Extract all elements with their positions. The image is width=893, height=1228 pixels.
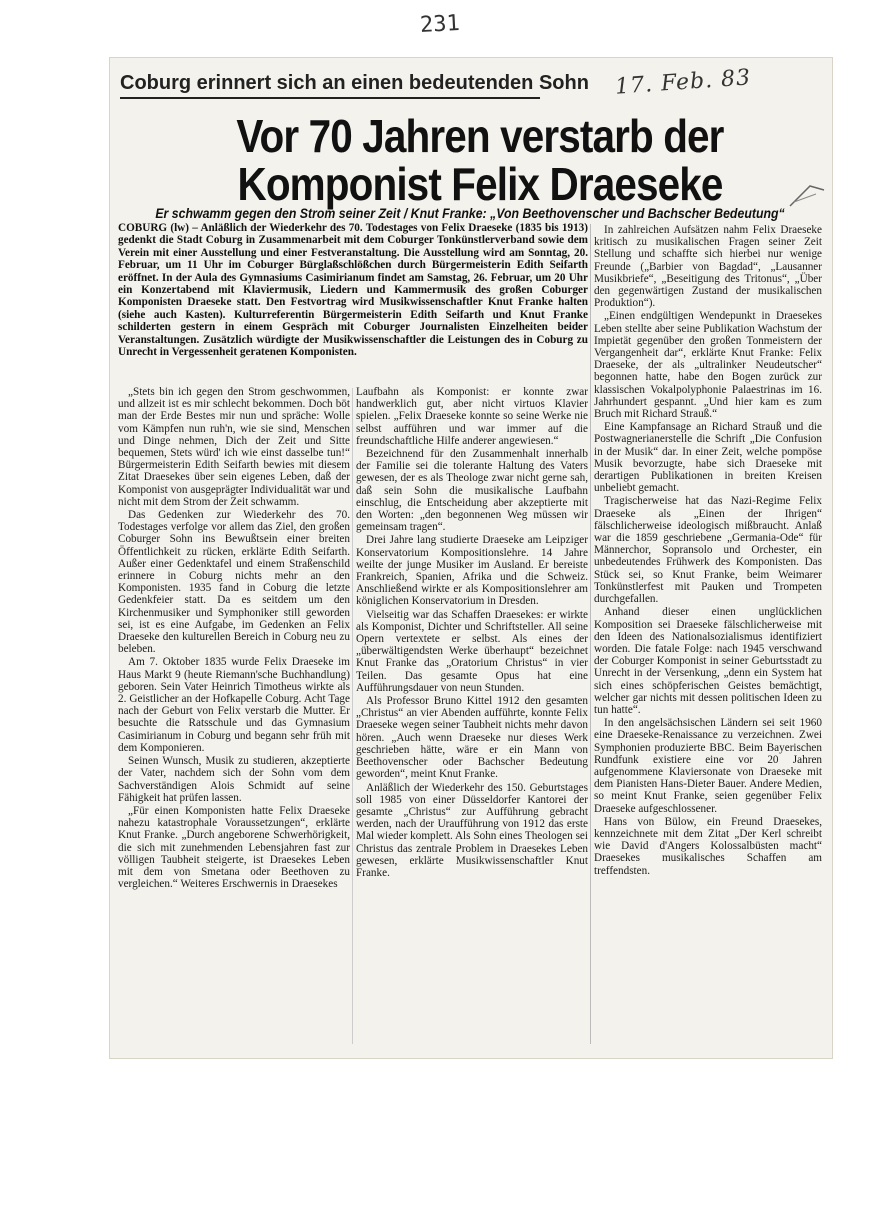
paragraph: Das Gedenken zur Wiederkehr des 70. Todestages verfolge vor allem das Ziel, den großen Coburger Sohn ins Bewußtsein einer breiten Öffentlichkeit zu rücken, erklärte Edith Seifarth. Außer einer Gedenktafel und einem Straßenschild erinnere in Coburg nichts mehr an den Komponisten. 1935 fand in Coburg die letzte Gedenkfeier statt. Da es seitdem um den Kirchenmusiker und Symphoniker still geworden sei, ist es eine Aufgabe, im Gedenken an Felix Draeseke den kulturellen Bereich in Coburg neu zu beleben. xyxy=(118,509,350,656)
paragraph: Anläßlich der Wiederkehr des 150. Geburtstages soll 1985 von einer Düsseldorfer Kantorei der gesamte „Christus“ zur Aufführung gebracht werden, nach der Uraufführung von 1912 das erste Mal wieder komplett. Als Sohn eines Theologen sei Christus das zentrale Problem in Draesekes Leben gewesen, erklärte Musikwissenschaftler Knut Franke. xyxy=(356,781,588,879)
paragraph: Bezeichnend für den Zusammenhalt innerhalb der Familie sei die tolerante Haltung des Vaters gewesen, der es als Theologe zwar nicht gerne sah, daß sein Sohn die musikalische Laufbahn einschlug, die Entscheidung aber akzeptierte mit den Worten: „den begonnenen Weg müssen wir gemeinsam tragen“. xyxy=(356,448,588,534)
page-number: 231 xyxy=(419,10,461,39)
paragraph: Eine Kampfansage an Richard Strauß und die Postwagnerianerstelle die Schrift „Die Confusion in der Musik“ dar. In einer Zeit, welche pompöse Musik bevorzugte, habe sich Draeseke mit derartigen Publikationen in breiten Kreisen unbeliebt gemacht. xyxy=(594,421,822,495)
paragraph: Anhand dieser einen unglücklichen Komposition sei Draeseke fälschlicherweise mit den Ideen des Nationalsozialismus identifiziert worden. Die fatale Folge: nach 1945 verschwand der Coburger Komponist in seiner Geburtsstadt zu Unrecht in der Versenkung, „denn ein System hat sich eines schöpferischen Geistes bemächtigt, welcher gar nichts mit dessen politischen Ideen zu tun hatte“. xyxy=(594,606,822,716)
column-rule xyxy=(590,224,591,1044)
paragraph: „Stets bin ich gegen den Strom geschwommen, und allzeit ist es mir schlecht bekommen. Doch böt man der Erde Bestes mir nun und spräche: Wolle vom Kämpfen nun ruh'n, wie sie sind, Menschen und Dinge nehmen, Dich der Zeit und Sitte bequemen, Stets würd' ich wie einst dasselbe tun!“ Bürgermeisterin Edith Seifarth bewies mit diesem Zitat Draesekes über sein eigenes Leben, daß der Komponist von ausgeprägter Individualität war und nicht mit dem Strom der Zeit schwamm. xyxy=(118,386,350,508)
paragraph: Drei Jahre lang studierte Draeseke am Leipziger Konservatorium Kompositionslehre. 14 Jahre weilte der junge Musiker im Ausland. Er bereiste Frankreich, Spanien, Afrika und die Schweiz. Anschließend wirkte er als Kompositionslehrer am königlichen Konservatorium in Dresden. xyxy=(356,534,588,608)
handwritten-date: 17. Feb. 83 xyxy=(614,65,752,100)
headline-line-1: Vor 70 Jahren verstarb der xyxy=(236,110,724,162)
paragraph: Als Professor Bruno Kittel 1912 den gesamten „Christus“ an vier Abenden aufführte, konnte Felix Draeseke wegen seiner Taubheit nichts mehr davon hören. „Auch wenn Draeseke nur dieses Werk geschrieben hätte, wäre er ein Mann von Beethovenscher oder Bachscher Bedeutung geworden“, meint Knut Franke. xyxy=(356,695,588,781)
article-column-2 xyxy=(356,386,588,880)
article-column-1 xyxy=(118,386,350,891)
column-rule xyxy=(352,388,353,1044)
headline xyxy=(163,112,797,208)
article-column-3 xyxy=(594,224,822,878)
subheadline: Er schwamm gegen den Strom seiner Zeit / Knut Franke: „Von Beethovenscher und Bachscher Bedeutung“ xyxy=(155,205,785,221)
paragraph: Laufbahn als Komponist: er konnte zwar handwerklich gut, aber nicht virtuos Klavier spielen. „Felix Draeseke konnte so seine Werke nie selbst aufführen und war immer auf die freundschaftliche Hilfe anderer angewiesen.“ xyxy=(356,386,588,447)
paragraph: Hans von Bülow, ein Freund Draesekes, kennzeichnete mit dem Zitat „Der Kerl schreibt wie David d'Angers Kolossalbüsten macht“ Draesekes musikalisches Schaffen am treffendsten. xyxy=(594,815,822,877)
headline-line-2: Komponist Felix Draeseke xyxy=(237,158,723,210)
paragraph: „Für einen Komponisten hatte Felix Draeseke nahezu katastrophale Voraussetzungen“, erklärte Knut Franke. „Durch angeborene Schwerhörigkeit, die sich mit zunehmenden Lebensjahren fast zur völligen Taubheit steigerte, ist Draesekes Leben mit dem von Smetana oder Beethoven zu vergleichen.“ Weiteres Erschwernis in Draesekes xyxy=(118,804,350,891)
paragraph: Seinen Wunsch, Musik zu studieren, akzeptierte der Vater, nachdem sich der Sohn vom dem Sachverständigen Alois Schmidt auf seine Fähigkeit hat prüfen lassen. xyxy=(118,755,350,804)
lead-paragraph: COBURG (lw) – Anläßlich der Wiederkehr des 70. Todestages von Felix Draeseke (1835 bis 1913) gedenkt die Stadt Coburg in Zusammenarbeit mit dem Coburger Tonkünstlerverband sowie dem Verein mit einer Ausstellung und einer Festveranstaltung. Die Ausstellung wird am Sonntag, 20. Februar, um 11 Uhr im Coburger Bürglaßschlößchen durch Bürgermeisterin Edith Seifarth eröffnet. In der Aula des Gymnasiums Casimirianum findet am Samstag, 26. Februar, um 20 Uhr ein Konzertabend mit Klaviermusik, Liedern und Kammermusik des großen Coburger Komponisten Draeseke statt. Den Festvortrag wird Musikwissenschaftler Knut Franke halten (siehe auch Kasten). Kulturreferentin Bürgermeisterin Edith Seifarth und Knut Franke schilderten gestern in einem Gespräch mit Coburger Journalisten Einzelheiten beider Veranstaltungen. Zusätzlich würdigte der Musikwissenschaftler die Leistungen des in Coburg zu Unrecht in Vergessenheit geratenen Komponisten. xyxy=(118,222,588,359)
paragraph: „Einen endgültigen Wendepunkt in Draesekes Leben stellte aber seine Publikation Wachstum der Impietät gegenüber den großen Tonmeistern der Vergangenheit dar“, erklärte Knut Franke: Felix Draeseke, der als „ultralinker Neudeutscher“ begonnen hatte, habe den Bogen zurück zur klassischen Vokalpolyphonie Palaestrinas im 16. Jahrhundert gespannt. „Und hier kam es zum Bruch mit Richard Strauß.“ xyxy=(594,310,822,421)
paragraph: Am 7. Oktober 1835 wurde Felix Draeseke im Haus Markt 9 (heute Riemann'sche Buchhandlung) geboren. Sein Vater Heinrich Timotheus wirkte als 2. Geistlicher an der Hofkapelle Coburg. Acht Tage nach der Geburt von Felix verstarb die Mutter. Er besuchte die Ratsschule und das Gymnasium Casimirianum in Coburg und begann sehr früh mit dem Komponieren. xyxy=(118,656,350,754)
paragraph: In zahlreichen Aufsätzen nahm Felix Draeseke kritisch zu musikalischen Fragen seiner Zeit Stellung und schaffte sich hierbei nur wenige Freunde („Barbier von Bagdad“, „Lausanner Musikbriefe“, „Beseitigung des Tritonus“, „Über den gegenwärtigen Zustand der musikalischen Produktion“). xyxy=(594,224,822,310)
paragraph: Vielseitig war das Schaffen Draesekes: er wirkte als Komponist, Dichter und Schriftsteller. All seine Opern vertextete er selbst. Als eines der „überwältigendsten Werke überhaupt“ bezeichnet Knut Franke das „Oratorium Christus“ in vier Teilen. Das gesamte Opus hat eine Aufführungsdauer von neun Stunden. xyxy=(356,608,588,694)
paragraph: In den angelsächsischen Ländern sei seit 1960 eine Draeseke-Renaissance zu verzeichnen. Zwei Symphonien produzierte BBC. Beim Bayerischen Rundfunk existiere eine vor 20 Jahren aufgenommene Klaviersonate von Draeseke mit dem Pianisten Hans-Dieter Bauer. Andere Medien, so meint Knut Franke, seien gegenüber Felix Draeseke aufgeschlossener. xyxy=(594,717,822,815)
paragraph: Tragischerweise hat das Nazi-Regime Felix Draeseke als „Einen der Ihrigen“ fälschlicherweise ideologisch mißbraucht. Anlaß war die 1859 geschriebene „Germania-Ode“ für Männerchor, Sopransolo und Orchester, ein unbedeutendes Frühwerk des Komponisten. Das Stück sei, so Knut Franke, beim Weimarer Tonkünstlerfest mit Pauken und Trompeten durchgefallen. xyxy=(594,495,822,606)
kicker-line: Coburg erinnert sich an einen bedeutenden Sohn xyxy=(120,72,540,99)
